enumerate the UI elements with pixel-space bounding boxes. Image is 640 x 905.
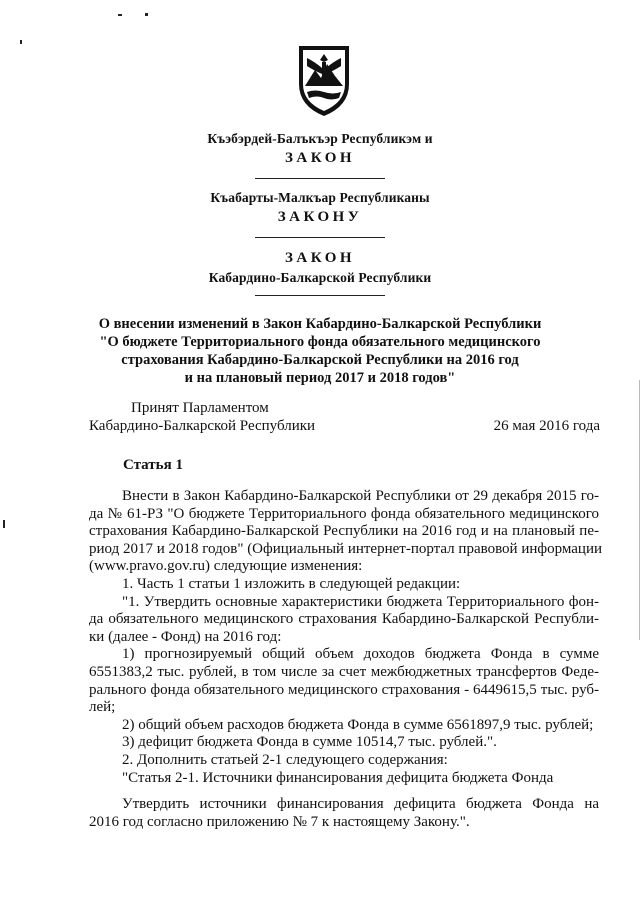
adoption-line-1: Принят Парламентом	[131, 400, 269, 416]
closing-paragraph	[89, 796, 599, 831]
body-line: страхования Кабардино-Балкарской Республики на 2016 год и на плановый пе-	[89, 523, 599, 540]
body-line: 6551383,2 тыс. рублей, в том числе за счет межбюджетных трансфертов Феде-	[89, 663, 599, 680]
adoption-date: 26 мая 2016 года	[493, 418, 600, 434]
body-line: да обязательного медицинского страхования Кабардино-Балкарской Республи-	[89, 611, 599, 628]
russian-header: Кабардино-Балкарской Республики	[208, 270, 432, 285]
scan-speck	[3, 520, 5, 528]
body-line: 2. Дополнить статьей 2-1 следующего содержания:	[122, 751, 448, 768]
scan-speck	[145, 13, 148, 16]
body-line: лей;	[89, 699, 116, 716]
body-line: 3) дефицит бюджета Фонда в сумме 10514,7 тыс. рублей.".	[122, 734, 497, 751]
closing-line: 2016 год согласно приложению № 7 к настоящему Закону.".	[89, 813, 470, 830]
body-line: "1. Утвердить основные характеристики бюджета Территориального фон-	[122, 593, 599, 610]
body-line: 1) прогнозируемый общий объем доходов бюджета Фонда в сумме	[122, 646, 599, 663]
article-heading: Статья 1	[123, 457, 183, 473]
body-line: 1. Часть 1 статьи 1 изложить в следующей редакции:	[122, 575, 461, 592]
kabardian-header: Къэбэрдей-Балъкъэр Республикэм и	[207, 131, 433, 146]
body-line: риод 2017 и 2018 годов" (Официальный интернет-портал правовой информации	[89, 540, 603, 557]
balkar-header: Къабарты-Малкъар Республиканы	[210, 190, 430, 205]
divider	[255, 178, 385, 179]
body-line: рального фонда обязательного медицинского страхования - 6449615,5 тыс. руб-	[89, 681, 599, 698]
divider	[255, 295, 385, 296]
body-line: (www.pravo.gov.ru) следующие изменения:	[89, 558, 363, 575]
title-line: О внесении изменений в Закон Кабардино-Балкарской Республики	[98, 316, 542, 332]
scan-speck	[118, 14, 122, 16]
divider	[255, 237, 385, 238]
title-line: "О бюджете Территориального фонда обязательного медицинского	[99, 334, 541, 350]
body-line: 2) общий объем расходов бюджета Фонда в сумме 6561897,9 тыс. рублей;	[122, 716, 594, 733]
title-line: страхования Кабардино-Балкарской Республики на 2016 год	[121, 352, 519, 368]
closing-line: Утвердить источники финансирования дефицита бюджета Фонда на	[122, 796, 599, 812]
kabardian-law-word: ЗАКОН	[284, 150, 356, 166]
title-line: и на плановый период 2017 и 2018 годов"	[184, 370, 456, 386]
law-title	[0, 315, 640, 387]
body-line: "Статья 2-1. Источники финансирования дефицита бюджета Фонда	[122, 769, 554, 786]
article-body	[89, 488, 603, 787]
russian-law-word: ЗАКОН	[284, 250, 356, 266]
scan-speck	[20, 40, 22, 44]
body-line: да № 61-РЗ "О бюджете Территориального фонда обязательного медицинского	[89, 505, 599, 522]
body-line: Внести в Закон Кабардино-Балкарской Республики от 29 декабря 2015 го-	[122, 488, 599, 504]
adoption-line-2: Кабардино-Балкарской Республики	[89, 418, 316, 434]
balkar-law-word: ЗАКОНУ	[277, 209, 363, 225]
coat-of-arms-icon	[295, 40, 353, 118]
body-line: ки (далее - Фонд) на 2016 год:	[89, 628, 282, 645]
